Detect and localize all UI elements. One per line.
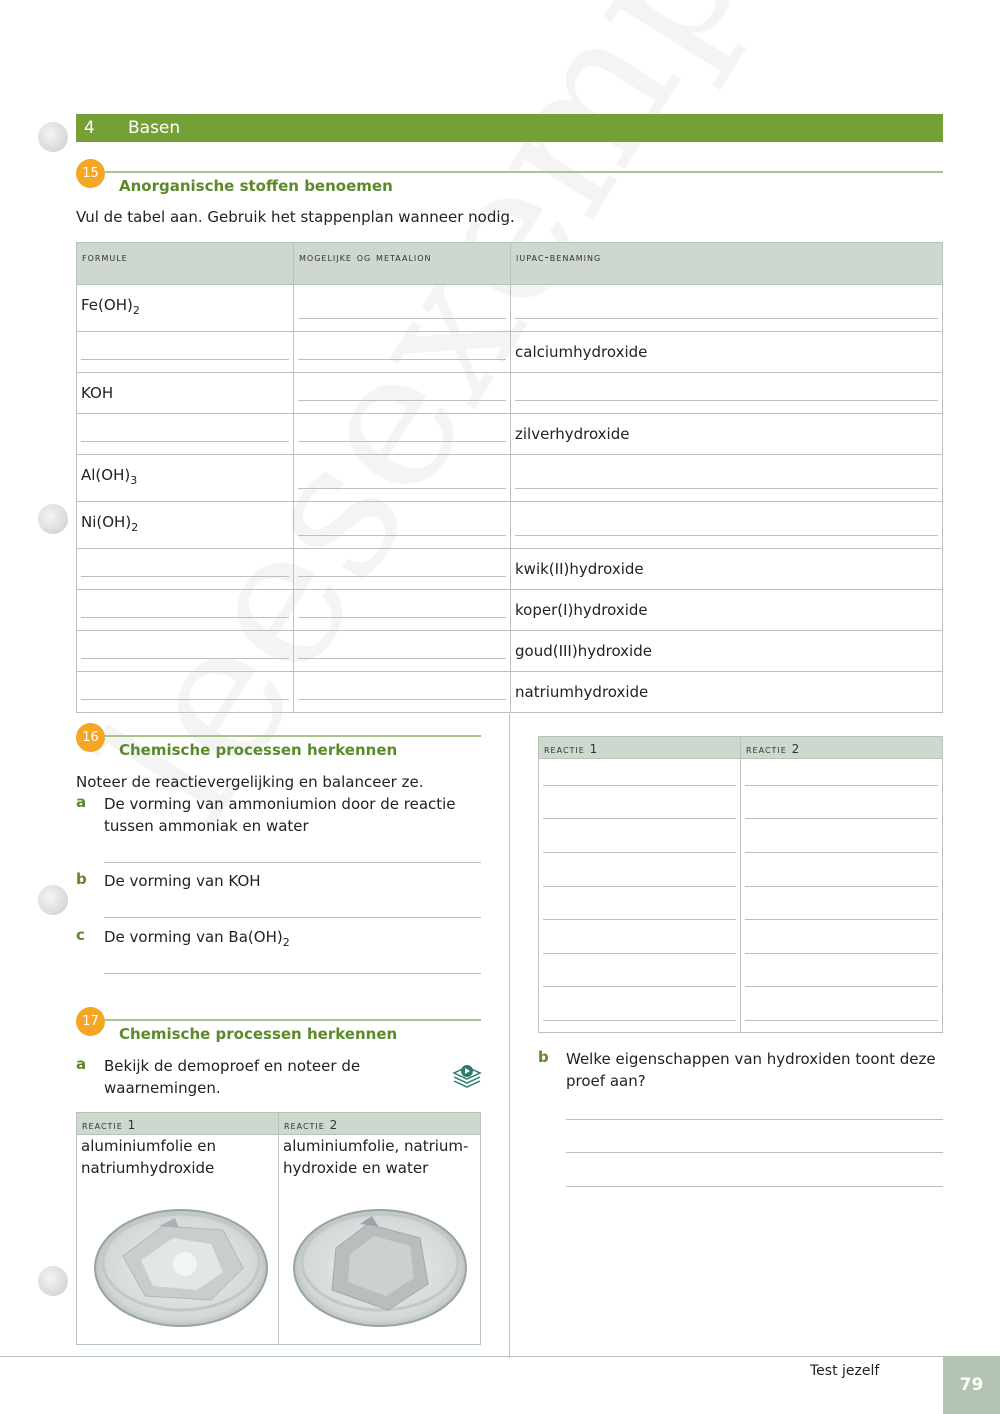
ion-cell[interactable] <box>294 590 511 631</box>
table-row <box>77 590 943 631</box>
answer-line[interactable] <box>298 318 506 319</box>
exercise-number-badge: 17 <box>76 1007 105 1036</box>
formula-cell[interactable] <box>77 590 294 631</box>
answer-line[interactable] <box>566 1152 943 1153</box>
answer-line[interactable] <box>515 488 938 489</box>
iupac-cell[interactable] <box>511 455 943 502</box>
formula-cell <box>77 373 294 414</box>
answer-line[interactable] <box>81 441 289 442</box>
answer-cell-reactie-1[interactable] <box>539 759 741 1033</box>
exercise-divider <box>104 171 943 173</box>
answer-line[interactable] <box>298 400 506 401</box>
column-header-reactie-1: reactie 1 <box>539 737 741 759</box>
naming-table <box>76 242 943 713</box>
formula-cell[interactable] <box>77 672 294 713</box>
iupac-cell <box>511 672 943 713</box>
ion-cell[interactable] <box>294 631 511 672</box>
table-row <box>77 455 943 502</box>
exercise-number-badge: 15 <box>76 159 105 188</box>
question-label-c: c <box>76 926 85 944</box>
ion-cell[interactable] <box>294 285 511 332</box>
answer-line[interactable] <box>515 400 938 401</box>
answer-line[interactable] <box>298 699 506 700</box>
question-a-line-2: waarnemingen. <box>104 1079 221 1097</box>
page-number: 79 <box>943 1356 1000 1414</box>
answer-table <box>538 736 943 1033</box>
table-row <box>77 631 943 672</box>
cell-text: natriumhydroxide <box>81 1159 215 1177</box>
iupac-cell <box>511 332 943 373</box>
question-b-line-2: proef aan? <box>566 1072 646 1090</box>
iupac-name: kwik(II)hydroxide <box>515 560 644 578</box>
footer-section-title: Test jezelf <box>810 1363 880 1379</box>
exercise-title: Chemische processen herkennen <box>119 741 398 759</box>
answer-line[interactable] <box>104 917 481 918</box>
exercise-divider <box>104 735 481 737</box>
cell-text: hydroxide en water <box>283 1159 429 1177</box>
column-header-iupac: iupac-benaming <box>511 243 943 285</box>
formula-cell[interactable] <box>77 631 294 672</box>
answer-line[interactable] <box>298 488 506 489</box>
binder-hole <box>38 122 68 152</box>
table-row <box>77 285 943 332</box>
question-a-line-2: tussen ammoniak en water <box>104 817 309 835</box>
petri-dish-photo-reactie-2 <box>292 1198 468 1334</box>
ion-cell[interactable] <box>294 373 511 414</box>
answer-line[interactable] <box>566 1186 943 1187</box>
cell-text: aluminiumfolie, natrium- <box>283 1137 469 1155</box>
question-b-text: De vorming van KOH <box>104 872 261 890</box>
table-row <box>77 502 943 549</box>
exercise-instruction: Noteer de reactievergelijking en balanceer ze. <box>76 773 424 791</box>
ion-cell[interactable] <box>294 549 511 590</box>
answer-line[interactable] <box>81 658 289 659</box>
iupac-cell <box>511 631 943 672</box>
ion-cell[interactable] <box>294 672 511 713</box>
exercise-number-badge: 16 <box>76 723 105 752</box>
formula-text: $Fe(OH)_2$ <box>81 296 140 317</box>
table-row <box>77 672 943 713</box>
answer-line[interactable] <box>566 1119 943 1120</box>
answer-line[interactable] <box>515 318 938 319</box>
answer-line[interactable] <box>81 699 289 700</box>
iupac-name: calciumhydroxide <box>515 343 648 361</box>
subscript: 2 <box>282 936 290 949</box>
subscript: 2 <box>131 521 139 534</box>
column-divider <box>509 714 510 1358</box>
question-a-line-1: De vorming van ammoniumion door de reactie <box>104 795 456 813</box>
iupac-name: goud(III)hydroxide <box>515 642 652 660</box>
answer-line[interactable] <box>81 576 289 577</box>
footer-divider <box>0 1356 943 1357</box>
subscript: 2 <box>132 304 140 317</box>
iupac-cell <box>511 414 943 455</box>
binder-hole <box>38 504 68 534</box>
answer-line[interactable] <box>298 617 506 618</box>
exercise-title: Chemische processen herkennen <box>119 1025 398 1043</box>
formula-cell[interactable] <box>77 414 294 455</box>
iupac-name: zilverhydroxide <box>515 425 630 443</box>
answer-line[interactable] <box>298 658 506 659</box>
ion-cell[interactable] <box>294 414 511 455</box>
iupac-cell <box>511 590 943 631</box>
table-row <box>77 414 943 455</box>
question-a-line-1: Bekijk de demoproef en noteer de <box>104 1057 361 1075</box>
formula-text: $Ni(OH)_2$ <box>81 513 139 534</box>
column-header-reactie-2: reactie 2 <box>279 1113 481 1135</box>
answer-line[interactable] <box>81 617 289 618</box>
cell-text: aluminiumfolie en <box>81 1137 216 1155</box>
answer-line[interactable] <box>298 576 506 577</box>
iupac-cell <box>511 549 943 590</box>
column-header-formula: formule <box>77 243 294 285</box>
chapter-number: 4 <box>84 118 95 138</box>
question-b-text <box>566 1048 936 1092</box>
formula-cell[interactable] <box>77 332 294 373</box>
ion-cell[interactable] <box>294 455 511 502</box>
chapter-title: Basen <box>128 118 181 138</box>
answer-line[interactable] <box>298 441 506 442</box>
formula-text: $Al(OH)_3$ <box>81 466 138 487</box>
table-row <box>77 549 943 590</box>
answer-line[interactable] <box>81 359 289 360</box>
table-row <box>77 332 943 373</box>
ion-cell[interactable] <box>294 502 511 549</box>
exercise-instruction: Vul de tabel aan. Gebruik het stappenplan wanneer nodig. <box>76 208 515 226</box>
subscript: 3 <box>130 474 138 487</box>
exercise-divider <box>104 1019 481 1021</box>
binder-hole <box>38 885 68 915</box>
answer-line[interactable] <box>298 359 506 360</box>
question-label-a: a <box>76 1055 87 1073</box>
binder-hole <box>38 1266 68 1296</box>
question-b-line-1: Welke eigenschappen van hydroxiden toont deze <box>566 1050 936 1068</box>
answer-line[interactable] <box>298 535 506 536</box>
formula-cell <box>77 455 294 502</box>
formula-cell <box>77 285 294 332</box>
iupac-cell[interactable] <box>511 285 943 332</box>
iupac-cell[interactable] <box>511 373 943 414</box>
petri-dish-photo-reactie-1 <box>93 1196 269 1332</box>
answer-line[interactable] <box>104 862 481 863</box>
question-a-text <box>104 793 456 837</box>
video-play-icon[interactable] <box>452 1062 482 1092</box>
question-c-text <box>104 926 290 954</box>
iupac-cell[interactable] <box>511 502 943 549</box>
column-header-reactie-2: reactie 2 <box>741 737 943 759</box>
formula-cell[interactable] <box>77 549 294 590</box>
question-label-b: b <box>76 870 87 888</box>
chapter-header <box>76 114 943 142</box>
iupac-name: koper(I)hydroxide <box>515 601 648 619</box>
table-row <box>77 373 943 414</box>
answer-cell-reactie-2[interactable] <box>741 759 943 1033</box>
formula-cell <box>77 502 294 549</box>
exercise-title: Anorganische stoffen benoemen <box>119 177 393 195</box>
question-label-b: b <box>538 1048 549 1066</box>
column-header-reactie-1: reactie 1 <box>77 1113 279 1135</box>
column-header-ion: mogelijke og metaalion <box>294 243 511 285</box>
ion-cell[interactable] <box>294 332 511 373</box>
formula-text: KOH <box>81 384 114 402</box>
question-c-formula: De vorming van Ba(OH) <box>104 928 283 946</box>
iupac-name: natriumhydroxide <box>515 683 649 701</box>
answer-line[interactable] <box>104 973 481 974</box>
question-label-a: a <box>76 793 87 811</box>
answer-line[interactable] <box>515 535 938 536</box>
question-a-text <box>104 1055 360 1099</box>
